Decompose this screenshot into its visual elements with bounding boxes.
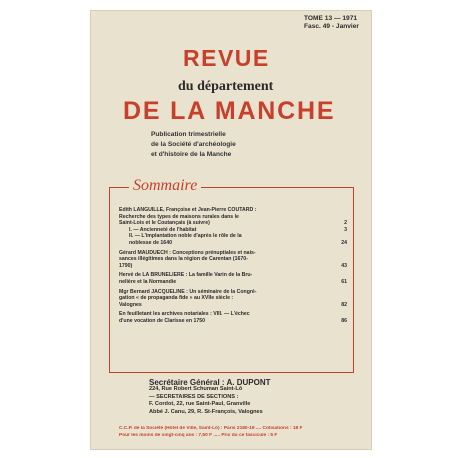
toc-entry [119,207,347,247]
toc-entry [119,250,347,270]
section-secretary: Abbé J. Canu, 29, R. St-François, Valognes [149,408,263,415]
fascicle-label: Fasc. 49 - Janvier [304,23,359,30]
toc-line-text: En feuilletant les archives notariales : VIII. — L'échec [119,311,250,318]
toc-line-text: Gérard MAUDUECH : Conceptions prénuptiales et nais- [119,249,256,256]
toc-page-number [343,214,347,221]
toc-page-number [343,256,347,263]
toc-line [119,250,347,257]
title-de-la-manche: DE LA MANCHE [123,97,336,125]
secretariat [149,379,271,416]
section-secretary: F. Cordot, 22, rue Saint-Paul, Granville [149,401,251,408]
toc-line [119,233,347,240]
toc-line-text: Hervé de LA BRUNELIERE : La famille Varin de la Bru- [119,272,253,279]
toc-page-number [343,207,347,214]
toc-line-text: Mgr Bernard JACQUELINE : Un séminaire de la Congré- [119,288,257,295]
secretary-address: 224, Rue Robert Schuman Saint-Lô [149,386,243,393]
toc-line [119,256,347,263]
toc-page-number [343,272,347,279]
toc-line-text: d'une vocation de Clarisse en 1750 [119,317,205,324]
toc-line [119,272,347,279]
title-revue: REVUE [183,45,270,71]
toc-line-text: Valognes [119,301,142,308]
toc-page-number: 24 [341,239,347,246]
toc-line [119,214,347,221]
toc-page-number [343,250,347,257]
toc-page-number: 43 [341,262,347,269]
toc-entry [119,311,347,324]
publication-line: de la Société d'archéologie [151,141,236,148]
title-du-departement: du département [178,79,274,94]
issue-info [304,15,359,31]
footer-line: C.C.P. de la Société (Hôtel de Ville, Saint-Lô) : Paris 2180-19 .... Cotisations : 18 F [119,426,303,431]
toc-line-text: Edith LANGUILLE, Françoise et Jean-Pierre COUTARD : [119,207,257,213]
toc-entry [119,289,347,309]
toc-line-text: sances illégitimes dans la région de Carentan (1670- [119,256,248,263]
footer-info [119,426,355,440]
toc-line-text: gation « de propaganda fide » au XVIIe siècle : [119,295,234,302]
toc-page-number [343,311,347,318]
sommaire-heading: Sommaire [129,177,201,195]
toc-page-number: 2 [344,220,347,227]
toc-line [119,240,347,247]
toc-page-number [343,289,347,296]
toc-line [119,279,347,286]
toc-page-number: 3 [344,226,347,233]
toc-line [119,302,347,309]
toc-line-text: Recherche des types de maisons rurales dans le [119,213,239,220]
toc-page-number [343,295,347,302]
toc-line [119,220,347,227]
toc-line [119,263,347,270]
toc-line [119,227,347,234]
publication-info [151,130,236,160]
toc-page-number: 86 [341,317,347,324]
toc-line-text: Saint-Lois et le Coutançais (à suivre) [119,220,210,227]
secretary-general: Secrétaire Général : A. DUPONT [149,378,271,387]
toc-line-text: nelière et la Normandie [119,278,177,285]
sections-label: — SECRETAIRES DE SECTIONS : [149,393,239,400]
footer-line: Pour les moins de vingt-cinq ans : 7,50 F ..... Prix du ce fascicule : 5 F [119,432,278,438]
toc-line [119,311,347,318]
tome-label: TOME 13 — 1971 [304,15,358,22]
toc-line-text: II. — L'implantation noble d'après le rôle de la [129,233,242,240]
table-of-contents [119,207,347,328]
toc-line [119,295,347,302]
toc-page-number: 82 [341,301,347,308]
toc-line [119,207,347,214]
toc-line-text: noblesse de 1640 [129,239,172,246]
toc-page-number: 61 [341,278,347,285]
journal-cover [90,10,372,450]
toc-line [119,318,347,325]
publication-line: et d'histoire de la Manche [151,151,232,158]
toc-page-number [343,233,347,240]
toc-line-text: 1790) [119,262,133,269]
toc-line [119,289,347,296]
publication-line: Publication trimestrielle [151,131,226,138]
toc-entry [119,272,347,285]
toc-line-text: I. — Ancienneté de l'habitat [129,226,197,233]
